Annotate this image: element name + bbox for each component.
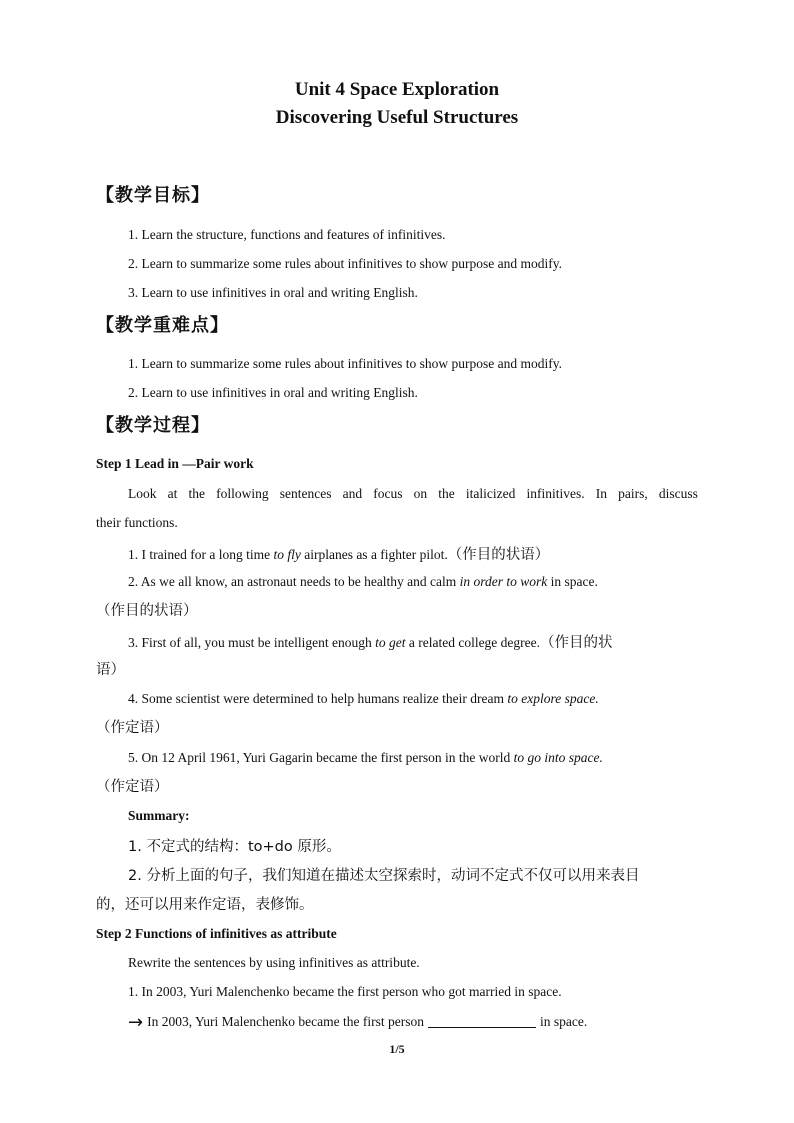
function-note: （作定语） <box>96 720 169 736</box>
italic-infinitive: in order to work <box>459 574 548 589</box>
sentence-text: 4. Some scientist were determined to help humans realize their dream <box>128 691 508 706</box>
example-sentence-1 <box>128 543 549 564</box>
word: focus <box>373 486 403 501</box>
sentence-text: In 2003, Yuri Malenchenko became the first person <box>147 1014 425 1029</box>
objective-item: 2. Learn to summarize some rules about infinitives to show purpose and modify. <box>128 256 563 271</box>
step-2-instruction: Rewrite the sentences by using infinitives as attribute. <box>128 955 420 970</box>
word: the <box>438 486 455 501</box>
function-note: （作目的状语） <box>96 603 198 619</box>
italic-infinitive: to get <box>375 635 406 650</box>
objective-item: 3. Learn to use infinitives in oral and writing English. <box>128 285 418 300</box>
word: pairs, <box>618 486 648 501</box>
word: the <box>188 486 205 501</box>
function-note: （作目的状 <box>540 635 613 651</box>
function-note: （作定语） <box>96 779 169 795</box>
word: and <box>342 486 363 501</box>
exercise-rewrite-1 <box>128 1012 587 1033</box>
word: Look <box>128 486 157 501</box>
key-point-item: 1. Learn to summarize some rules about infinitives to show purpose and modify. <box>128 356 563 371</box>
sentence-text: 1. I trained for a long time <box>128 547 274 562</box>
word: following <box>216 486 269 501</box>
summary-label: Summary: <box>128 808 190 823</box>
example-sentence-5 <box>128 750 603 766</box>
italic-infinitive: to go into space. <box>513 750 603 765</box>
section-heading-process: 【教学过程】 <box>96 415 210 436</box>
sentence-text: in space. <box>540 1014 588 1029</box>
function-note: 语） <box>96 662 125 678</box>
summary-item: 1. 不定式的结构：to+do 原形。 <box>128 839 341 855</box>
step-2-title: Step 2 Functions of infinitives as attribute <box>96 926 337 941</box>
sentence-text: airplanes as a fighter pilot. <box>300 547 448 562</box>
key-point-item: 2. Learn to use infinitives in oral and writing English. <box>128 385 418 400</box>
section-heading-objectives: 【教学目标】 <box>96 185 210 206</box>
word: italicized <box>465 486 516 501</box>
summary-item-continued: 的，还可以用来作定语，表修饰。 <box>96 897 314 913</box>
page-title: Unit 4 Space Exploration <box>294 79 500 100</box>
word: discuss <box>658 486 698 501</box>
page-number: 1/5 <box>389 1042 405 1056</box>
right-arrow-icon: → <box>128 1012 144 1033</box>
word: at <box>167 486 178 501</box>
step-1-intro-line-2: their functions. <box>96 515 178 530</box>
sentence-text: in space. <box>547 574 598 589</box>
word: on <box>413 486 428 501</box>
sentence-text: 5. On 12 April 1961, Yuri Gagarin became the first person in the world <box>128 750 514 765</box>
example-sentence-3 <box>128 631 613 652</box>
sentence-text: a related college degree. <box>405 635 541 650</box>
summary-item: 2. 分析上面的句子，我们知道在描述太空探索时，动词不定式不仅可以用来表目 <box>128 868 640 884</box>
word: sentences <box>279 486 332 501</box>
word: infinitives. <box>526 486 585 501</box>
section-heading-key-points: 【教学重难点】 <box>96 315 229 336</box>
word: In <box>595 486 607 501</box>
step-1-intro-line <box>128 486 698 502</box>
sentence-text: 3. First of all, you must be intelligent enough <box>128 635 376 650</box>
italic-infinitive: to fly <box>273 547 301 562</box>
function-note: （作目的状语） <box>447 547 550 563</box>
step-1-title: Step 1 Lead in —Pair work <box>96 456 254 471</box>
example-sentence-2 <box>128 574 598 590</box>
answer-blank[interactable] <box>428 1015 536 1028</box>
example-sentence-4 <box>128 691 599 707</box>
objective-item: 1. Learn the structure, functions and features of infinitives. <box>128 227 446 242</box>
sentence-text: 2. As we all know, an astronaut needs to be healthy and calm <box>128 574 460 589</box>
italic-infinitive: to explore space. <box>507 691 599 706</box>
exercise-sentence-1: 1. In 2003, Yuri Malenchenko became the first person who got married in space. <box>128 984 562 999</box>
page-subtitle: Discovering Useful Structures <box>275 107 519 128</box>
